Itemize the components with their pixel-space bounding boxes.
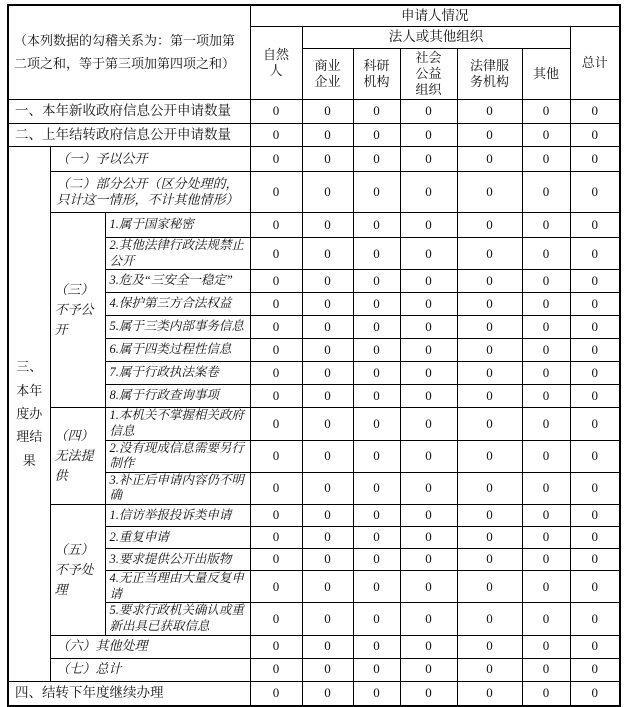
value-cell: 0: [400, 100, 457, 124]
value-cell: 0: [400, 658, 457, 681]
value-cell: 0: [570, 213, 620, 238]
table-note: （本列数据的勾稽关系为：第一项加第二项之和，等于第三项加第四项之和）: [8, 5, 250, 100]
value-cell: 0: [302, 603, 353, 635]
value-cell: 0: [400, 385, 457, 408]
value-cell: 0: [353, 362, 400, 385]
value-cell: 0: [400, 172, 457, 213]
value-cell: 0: [250, 238, 302, 270]
section-label-no-processing: （五）不予处理: [50, 505, 105, 636]
value-cell: 0: [400, 681, 457, 706]
value-cell: 0: [250, 172, 302, 213]
value-cell: 0: [302, 635, 353, 658]
row-label: 2.重复申请: [105, 527, 250, 549]
value-cell: 0: [522, 385, 570, 408]
value-cell: 0: [457, 658, 522, 681]
value-cell: 0: [457, 681, 522, 706]
value-cell: 0: [400, 213, 457, 238]
value-cell: 0: [353, 505, 400, 527]
value-cell: 0: [457, 635, 522, 658]
value-cell: 0: [457, 124, 522, 147]
value-cell: 0: [302, 124, 353, 147]
value-cell: 0: [400, 124, 457, 147]
value-cell: 0: [457, 408, 522, 440]
value-cell: 0: [457, 238, 522, 270]
value-cell: 0: [353, 172, 400, 213]
value-cell: 0: [570, 316, 620, 339]
value-cell: 0: [570, 293, 620, 316]
row-label: （七）总计: [50, 658, 250, 681]
table-row: [8, 172, 620, 213]
value-cell: 0: [400, 527, 457, 549]
row-label: 7.属于行政执法案卷: [105, 362, 250, 385]
row-label: 2.其他法律行政法规禁止公开: [105, 238, 250, 270]
value-cell: 0: [457, 472, 522, 504]
row-label: 四、结转下年度继续办理: [8, 681, 250, 706]
section-label-annual-results: 三、本年度办理结果: [8, 147, 50, 682]
value-cell: 0: [522, 527, 570, 549]
value-cell: 0: [302, 100, 353, 124]
row-label: 8.属于行政查询事项: [105, 385, 250, 408]
row-label: 5.属于三类内部事务信息: [105, 316, 250, 339]
value-cell: 0: [302, 440, 353, 472]
value-cell: 0: [457, 505, 522, 527]
value-cell: 0: [250, 124, 302, 147]
disclosure-table: [7, 4, 621, 707]
value-cell: 0: [353, 238, 400, 270]
value-cell: 0: [522, 270, 570, 293]
value-cell: 0: [570, 100, 620, 124]
row-label: 二、上年结转政府信息公开申请数量: [8, 124, 250, 147]
value-cell: 0: [302, 527, 353, 549]
value-cell: 0: [457, 270, 522, 293]
value-cell: 0: [353, 527, 400, 549]
value-cell: 0: [522, 100, 570, 124]
value-cell: 0: [522, 635, 570, 658]
value-cell: 0: [457, 440, 522, 472]
row-label: 3.要求提供公开出版物: [105, 549, 250, 571]
value-cell: 0: [250, 362, 302, 385]
table-row: [8, 100, 620, 124]
value-cell: 0: [522, 658, 570, 681]
value-cell: 0: [302, 293, 353, 316]
row-label: 1.属于国家秘密: [105, 213, 250, 238]
col-header-research-institution: 科研机构: [353, 49, 400, 100]
value-cell: 0: [353, 472, 400, 504]
col-header-social-welfare-org: 社会公益组织: [400, 49, 457, 100]
value-cell: 0: [570, 408, 620, 440]
row-label: 4.保护第三方合法权益: [105, 293, 250, 316]
value-cell: 0: [457, 385, 522, 408]
value-cell: 0: [400, 440, 457, 472]
col-header-legal-or-other-org: 法人或其他组织: [302, 27, 570, 49]
value-cell: 0: [570, 527, 620, 549]
value-cell: 0: [353, 124, 400, 147]
row-label: 3.补正后申请内容仍不明确: [105, 472, 250, 504]
value-cell: 0: [400, 293, 457, 316]
value-cell: 0: [522, 549, 570, 571]
header-row-1: [8, 5, 620, 27]
value-cell: 0: [400, 270, 457, 293]
value-cell: 0: [353, 440, 400, 472]
value-cell: 0: [522, 681, 570, 706]
value-cell: 0: [570, 172, 620, 213]
value-cell: 0: [302, 681, 353, 706]
value-cell: 0: [400, 635, 457, 658]
value-cell: 0: [570, 238, 620, 270]
value-cell: 0: [522, 408, 570, 440]
value-cell: 0: [250, 147, 302, 172]
value-cell: 0: [457, 147, 522, 172]
table-row: [8, 408, 620, 440]
value-cell: 0: [522, 124, 570, 147]
value-cell: 0: [570, 270, 620, 293]
value-cell: 0: [250, 100, 302, 124]
value-cell: 0: [250, 440, 302, 472]
row-label: （一）予以公开: [50, 147, 250, 172]
value-cell: 0: [250, 549, 302, 571]
value-cell: 0: [250, 408, 302, 440]
value-cell: 0: [353, 385, 400, 408]
table-row: [8, 213, 620, 238]
col-header-total: 总计: [570, 27, 620, 100]
value-cell: 0: [570, 147, 620, 172]
value-cell: 0: [400, 238, 457, 270]
value-cell: 0: [457, 213, 522, 238]
value-cell: 0: [570, 339, 620, 362]
value-cell: 0: [353, 635, 400, 658]
table-row: [8, 124, 620, 147]
value-cell: 0: [570, 385, 620, 408]
value-cell: 0: [302, 147, 353, 172]
value-cell: 0: [570, 635, 620, 658]
col-header-legal-service-org: 法律服务机构: [457, 49, 522, 100]
value-cell: 0: [457, 571, 522, 603]
value-cell: 0: [302, 658, 353, 681]
value-cell: 0: [570, 658, 620, 681]
value-cell: 0: [250, 527, 302, 549]
value-cell: 0: [353, 316, 400, 339]
value-cell: 0: [457, 339, 522, 362]
value-cell: 0: [457, 603, 522, 635]
value-cell: 0: [250, 505, 302, 527]
value-cell: 0: [250, 213, 302, 238]
value-cell: 0: [400, 362, 457, 385]
value-cell: 0: [302, 270, 353, 293]
value-cell: 0: [250, 339, 302, 362]
value-cell: 0: [400, 316, 457, 339]
value-cell: 0: [570, 124, 620, 147]
value-cell: 0: [522, 238, 570, 270]
table-row: [8, 658, 620, 681]
value-cell: 0: [353, 293, 400, 316]
value-cell: 0: [353, 681, 400, 706]
value-cell: 0: [250, 635, 302, 658]
value-cell: 0: [400, 408, 457, 440]
value-cell: 0: [570, 571, 620, 603]
value-cell: 0: [400, 147, 457, 172]
value-cell: 0: [457, 549, 522, 571]
value-cell: 0: [457, 316, 522, 339]
row-label: 2.没有现成信息需要另行制作: [105, 440, 250, 472]
row-label: 1.本机关不掌握相关政府信息: [105, 408, 250, 440]
value-cell: 0: [353, 213, 400, 238]
col-header-commercial-enterprise: 商业企业: [302, 49, 353, 100]
value-cell: 0: [353, 270, 400, 293]
row-label: 3.危及“三安全一稳定”: [105, 270, 250, 293]
value-cell: 0: [250, 293, 302, 316]
value-cell: 0: [522, 571, 570, 603]
value-cell: 0: [570, 362, 620, 385]
row-label: 1.信访举报投诉类申请: [105, 505, 250, 527]
value-cell: 0: [522, 603, 570, 635]
value-cell: 0: [457, 293, 522, 316]
value-cell: 0: [353, 339, 400, 362]
value-cell: 0: [400, 571, 457, 603]
value-cell: 0: [570, 603, 620, 635]
value-cell: 0: [302, 238, 353, 270]
value-cell: 0: [302, 339, 353, 362]
value-cell: 0: [570, 505, 620, 527]
value-cell: 0: [457, 100, 522, 124]
value-cell: 0: [353, 603, 400, 635]
value-cell: 0: [522, 213, 570, 238]
row-label: 4.无正当理由大量反复申请: [105, 571, 250, 603]
col-header-applicant-situation: 申请人情况: [250, 5, 620, 27]
value-cell: 0: [353, 549, 400, 571]
value-cell: 0: [250, 603, 302, 635]
value-cell: 0: [522, 316, 570, 339]
value-cell: 0: [457, 527, 522, 549]
table-row: [8, 681, 620, 706]
value-cell: 0: [302, 408, 353, 440]
value-cell: 0: [250, 658, 302, 681]
value-cell: 0: [302, 549, 353, 571]
value-cell: 0: [353, 658, 400, 681]
value-cell: 0: [353, 100, 400, 124]
value-cell: 0: [570, 681, 620, 706]
value-cell: 0: [400, 549, 457, 571]
value-cell: 0: [302, 316, 353, 339]
row-label: 5.要求行政机关确认或重新出具已获取信息: [105, 603, 250, 635]
value-cell: 0: [522, 293, 570, 316]
value-cell: 0: [250, 385, 302, 408]
table-row: [8, 505, 620, 527]
row-label: 一、本年新收政府信息公开申请数量: [8, 100, 250, 124]
value-cell: 0: [302, 385, 353, 408]
value-cell: 0: [522, 147, 570, 172]
row-label: （六）其他处理: [50, 635, 250, 658]
row-label: （二）部分公开（区分处理的，只计这一情形，不计其他情形）: [50, 172, 250, 213]
col-header-other: 其他: [522, 49, 570, 100]
value-cell: 0: [302, 571, 353, 603]
value-cell: 0: [302, 505, 353, 527]
value-cell: 0: [302, 472, 353, 504]
value-cell: 0: [522, 505, 570, 527]
value-cell: 0: [522, 472, 570, 504]
value-cell: 0: [400, 505, 457, 527]
value-cell: 0: [250, 681, 302, 706]
table-row: [8, 635, 620, 658]
value-cell: 0: [302, 213, 353, 238]
table-row: [8, 147, 620, 172]
value-cell: 0: [302, 362, 353, 385]
value-cell: 0: [250, 472, 302, 504]
value-cell: 0: [353, 571, 400, 603]
value-cell: 0: [302, 172, 353, 213]
value-cell: 0: [250, 270, 302, 293]
value-cell: 0: [353, 408, 400, 440]
section-label-unable-to-provide: （四）无法提供: [50, 408, 105, 505]
value-cell: 0: [353, 147, 400, 172]
value-cell: 0: [400, 603, 457, 635]
value-cell: 0: [522, 362, 570, 385]
value-cell: 0: [570, 440, 620, 472]
col-header-natural-person: 自然人: [250, 27, 302, 100]
value-cell: 0: [250, 316, 302, 339]
value-cell: 0: [457, 362, 522, 385]
value-cell: 0: [522, 339, 570, 362]
value-cell: 0: [400, 472, 457, 504]
value-cell: 0: [570, 549, 620, 571]
value-cell: 0: [570, 472, 620, 504]
section-label-no-disclosure: （三）不予公开: [50, 213, 105, 408]
row-label: 6.属于四类过程性信息: [105, 339, 250, 362]
value-cell: 0: [400, 339, 457, 362]
value-cell: 0: [457, 172, 522, 213]
value-cell: 0: [250, 571, 302, 603]
value-cell: 0: [522, 172, 570, 213]
value-cell: 0: [522, 440, 570, 472]
